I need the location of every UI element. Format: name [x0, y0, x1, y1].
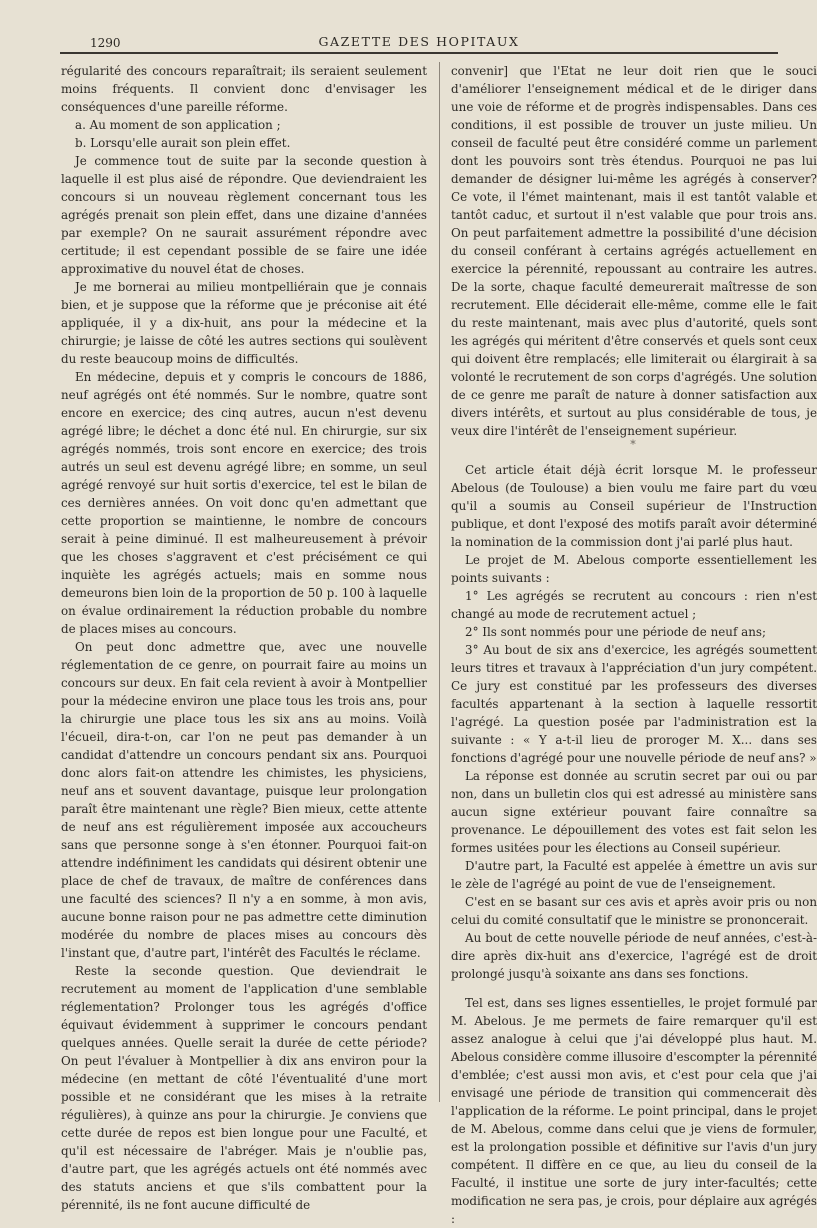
paragraph: régularité des concours reparaîtrait; ils seraient seulement moins fréquents. Il convient donc d'envisager les conséquences d'une pareille réforme.	[61, 64, 427, 114]
paragraph: La réponse est donnée au scrutin secret par oui ou par non, dans un bulletin clos qui est adressé au ministère sans aucun signe extérieur pouvant faire connaître sa provenance. Le dépouillement des votes est fait selon les formes usitées pour les élections au Conseil supérieur.	[451, 769, 817, 855]
list-item: 1° Les agrégés se recrutent au concours : rien n'est changé au mode de recrutement actuel ;	[451, 589, 817, 621]
paragraph: On peut donc admettre que, avec une nouvelle réglementation de ce genre, on pourrait faire au moins un concours sur deux. En fait cela revient à avoir à Montpellier pour la médecine environ une place tous les trois ans, pour la chirurgie une place tous les six ans au moins. Voilà l'écueil, dira-t-on, car l'on ne peut pas demander à un candidat d'attendre un concours pendant six ans. Pourquoi donc alors fait-on attendre les chimistes, les physiciens, neuf ans et souvent davantage, puisque leur prolongation paraît être maintenant une règle? Bien mieux, cette attente de neuf ans est régulièrement imposée aux accoucheurs sans que personne songe à s'en étonner. Pourquoi fait-on attendre indéfiniment les candidats qui désirent obtenir une place de chef de travaux, de maître de conférences dans une faculté des sciences? Il n'y a en somme, à mon avis, aucune bonne raison pour ne pas admettre cette diminution modérée du nombre de places mises au concours dès l'instant que, d'autre part, l'intérêt des Facultés le réclame.	[61, 640, 427, 960]
page-number: 1290	[90, 36, 121, 50]
list-item: a. Au moment de son application ;	[75, 118, 281, 132]
section-separator: *	[630, 438, 638, 451]
paragraph: convenir] que l'Etat ne leur doit rien que le souci d'améliorer l'enseignement médical et de le diriger dans une voie de réforme et de progrès indispensables. Dans ces conditions, il est possible de trouver un juste milieu. Un conseil de faculté peut être considéré comme un parlement dont les pouvoirs sont très étendus. Pourquoi ne pas lui demander de désigner lui-même les agrégés à conserver? Ce vote, il l'émet maintenant, mais il est tantôt valable et tantôt caduc, et surtout il n'est valable que pour trois ans. On peut parfaitement admettre la possibilité d'une décision du conseil conférant à certains agrégés actuellement en exercice la pérennité, repoussant au contraire les autres. De la sorte, chaque faculté demeurerait maîtresse de son recrutement. Elle déciderait elle-même, comme elle le fait du reste maintenant, mais avec plus d'autorité, quels sont les agrégés qui méritent d'être conservés et quels sont ceux qui doivent être remplacés; elle limiterait ou élargirait à sa volonté le recrutement de son corps d'agrégés. Une solution de ce genre me paraît de nature à donner satisfaction aux divers intérêts, et surtout au plus considérable de tous, je veux dire l'intérêt de l'enseignement supérieur.	[451, 64, 817, 438]
list-item: 2° Ils sont nommés pour une période de neuf ans;	[465, 625, 766, 639]
left-column	[61, 62, 427, 1212]
paragraph: C'est en se basant sur ces avis et après avoir pris ou non celui du comité consultatif que le ministre se prononcerait.	[451, 895, 817, 927]
journal-title: GAZETTE DES HOPITAUX	[318, 34, 520, 49]
paragraph: Tel est, dans ses lignes essentielles, le projet formulé par M. Abelous. Je me permets de faire remarquer qu'il est assez analogue à celui que j'ai développé plus haut. M. Abelous considère comme illusoire d'escompter la pérennité d'emblée; c'est aussi mon avis, et c'est pour cela que j'ai envisagé une période de transition qui commencerait dès l'application de la réforme. Le point principal, dans le projet de M. Abelous, comme dans celui que je viens de formuler, est la prolongation possible et définitive sur l'avis d'un jury compétent. Il diffère en ce que, au lieu du conseil de la Faculté, il institue une sorte de jury inter-facultés; cette modification ne sera pas, je crois, pour déplaire aux agrégés :	[451, 996, 817, 1226]
paragraph: Je me bornerai au milieu montpelliérain que je connais bien, et je suppose que la réforme que je préconise ait été appliquée, il y a dix-huit, ans pour la médecine et la chirurgie; je laisse de côté les autres sections qui soulèvent du reste beaucoup moins de difficultés.	[61, 280, 427, 366]
paragraph: Reste la seconde question. Que deviendrait le recrutement au moment de l'application d'une semblable réglementation? Prolonger tous les agrégés d'office équivaut évidemment à supprimer le concours pendant quelques années. Quelle serait la durée de cette période? On peut l'évaluer à Montpellier à dix ans environ pour la médecine (en mettant de côté l'éventualité d'une mort possible et ne considérant que les mises à la retraite régulières), à quinze ans pour la chirurgie. Je conviens que cette durée de repos est bien longue pour une Faculté, et qu'il est nécessaire de l'abréger. Mais je n'oublie pas, d'autre part, que les agrégés actuels ont été nommés avec des statuts anciens et que s'ils combattent pour la pérennité, ils ne font aucune difficulté de	[61, 964, 427, 1212]
right-column	[451, 62, 817, 1226]
paragraph: D'autre part, la Faculté est appelée à émettre un avis sur le zèle de l'agrégé au point de vue de l'enseignement.	[451, 859, 817, 891]
running-head	[60, 30, 778, 52]
paragraph: En médecine, depuis et y compris le concours de 1886, neuf agrégés ont été nommés. Sur le nombre, quatre sont encore en exercice; des cinq autres, aucun n'est devenu agrégé libre; le déchet a donc été nul. En chirurgie, sur six agrégés nommés, trois sont encore en exercice; des trois autrés un seul est devenu agrégé libre; en somme, un seul agrégé renvoyé sur huit sortis d'exercice, tel est le bilan de ces dernières années. On voit donc qu'en admettant que cette proportion se maintienne, le nombre de concours serait à peine diminué. Il est malheureusement à prévoir que les choses s'aggravent et c'est précisément ce qui inquiète les agrégés actuels; mais en somme nous demeurons bien loin de la proportion de 50 p. 100 à laquelle on évalue ordinairement la réduction probable du nombre de places mises au concours.	[61, 370, 427, 636]
paragraph: Cet article était déjà écrit lorsque M. le professeur Abelous (de Toulouse) a bien voulu me faire part du vœu qu'il a soumis au Conseil supérieur de l'Instruction publique, et dont l'exposé des motifs paraît avoir déterminé la nomination de la commission dont j'ai parlé plus haut.	[451, 463, 817, 549]
list-item: b. Lorsqu'elle aurait son plein effet.	[75, 136, 291, 150]
list-item: 3° Au bout de six ans d'exercice, les agrégés soumettent leurs titres et travaux à l'appréciation d'un jury compétent. Ce jury est constitué par les professeurs des diverses facultés appartenant à la section à laquelle ressortit l'agrégé. La question posée par l'administration est la suivante : « Y a-t-il lieu de proroger M. X... dans ses fonctions d'agrégé pour une nouvelle période de neuf ans? »	[451, 643, 817, 765]
paragraph: Le projet de M. Abelous comporte essentiellement les points suivants :	[451, 553, 817, 585]
paragraph: Au bout de cette nouvelle période de neuf années, c'est-à-dire après dix-huit ans d'exercice, l'agrégé est de droit prolongé jusqu'à soixante ans dans ses fonctions.	[451, 931, 817, 981]
column-divider	[439, 62, 440, 1102]
paragraph: Je commence tout de suite par la seconde question à laquelle il est plus aisé de répondre. Que deviendraient les concours si un nouveau règlement concernant tous les agrégés prenait son plein effet, dans une dizaine d'années par exemple? On ne saurait assurément répondre avec certitude; il est cependant possible de se faire une idée approximative du nouvel état de choses.	[61, 154, 427, 276]
header-rule	[60, 52, 778, 54]
